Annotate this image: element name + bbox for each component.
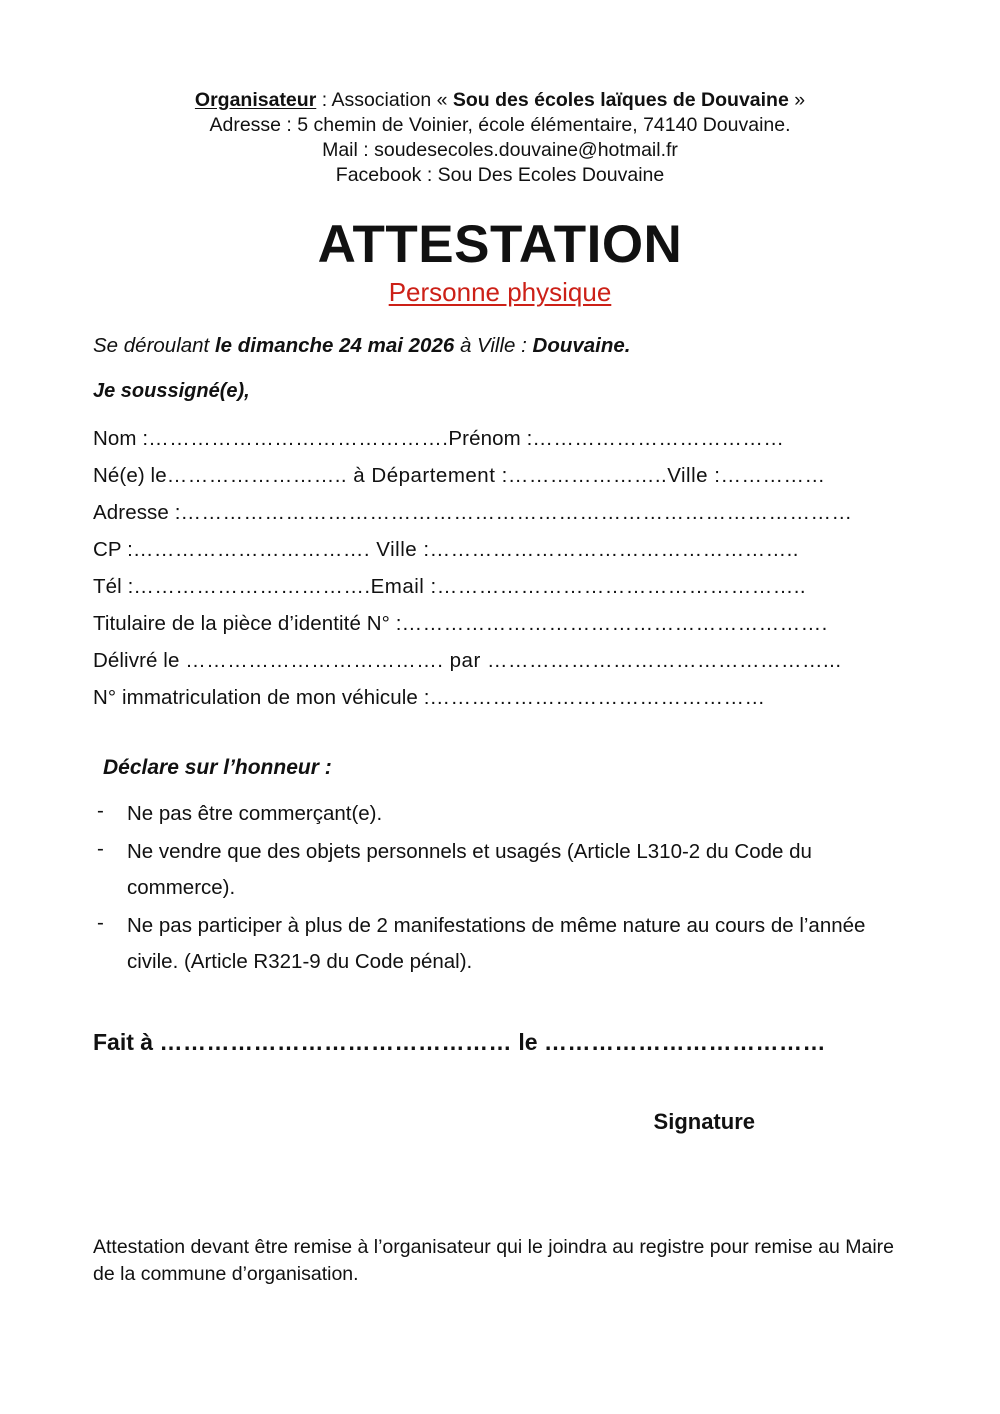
organizer-label: Organisateur [194, 89, 317, 111]
declaration-item-text: Ne vendre que des objets personnels et usagés (Article L310-2 du Code du commerce). [127, 840, 812, 899]
form-field-delivre[interactable] [93, 642, 907, 679]
le-label: le [511, 1029, 544, 1055]
field-blank-piece-identite[interactable]: ……………………………………………………. [401, 612, 828, 635]
event-date: le dimanche 24 mai 2026 [214, 334, 455, 357]
field-blank-tel-email[interactable]: …………………………….Email : [133, 575, 437, 598]
organizer-facebook: Facebook : Sou Des Ecoles Douvaine [335, 164, 665, 186]
form-field-naissance[interactable] [93, 457, 907, 494]
declaration-title: Déclare sur l’honneur : [103, 756, 332, 779]
document-body [93, 332, 907, 1136]
field-label-immatriculation: N° immatriculation de mon véhicule : [93, 686, 430, 709]
declaration-item-text: Ne pas participer à plus de 2 manifestations de même nature au cours de l’année civile. (Article R321-9 du Code pénal). [127, 914, 866, 973]
form-field-immatriculation[interactable] [93, 679, 907, 716]
form-field-cp-ville[interactable] [93, 531, 907, 568]
declaration-item [93, 834, 907, 906]
event-city: Douvaine. [532, 334, 631, 357]
form-field-tel-email[interactable] [93, 568, 907, 605]
field-label-ne-le: Né(e) le [93, 464, 167, 487]
field-label-nom: Nom : [93, 427, 149, 450]
field-blank-immatriculation[interactable]: ………………………………………… [429, 686, 766, 709]
organizer-header [0, 88, 1000, 188]
field-blank-ville[interactable]: …………………………………………….. [429, 538, 799, 561]
footer-note: Attestation devant être remise à l’organisateur qui le joindra au registre pour remise au Maire de la commune d’organisation. [93, 1236, 894, 1285]
sworn-intro: Je soussigné(e), [93, 380, 250, 402]
form-field-adresse[interactable] [93, 494, 907, 531]
fait-a-line[interactable] [93, 1026, 907, 1058]
field-blank-delivre-par[interactable]: ………………………………. par [185, 649, 487, 672]
organizer-line [0, 88, 1000, 113]
field-label-piece-identite: Titulaire de la pièce d’identité N° : [93, 612, 402, 635]
organizer-address: Adresse : 5 chemin de Voinier, école élémentaire, 74140 Douvaine. [209, 114, 791, 136]
field-blank-email[interactable]: …………………………………………….. [436, 575, 807, 598]
form-field-piece-identite[interactable] [93, 605, 907, 642]
dash-bullet-icon: - [97, 911, 104, 934]
organizer-mail: Mail : soudesecoles.douvaine@hotmail.fr [322, 139, 678, 161]
event-lead-line [93, 332, 907, 360]
organizer-name: Sou des écoles laïques de Douvaine [452, 89, 789, 111]
organizer-quote-close: » [788, 89, 806, 111]
field-label-delivre: Délivré le [93, 649, 186, 672]
field-blank-par[interactable]: …………………………………………... [486, 649, 842, 672]
field-label-cp: CP : [93, 538, 133, 561]
signature-area[interactable] [93, 1108, 907, 1136]
identity-form-fields [93, 420, 907, 716]
dash-bullet-icon: - [97, 837, 104, 860]
signature-label: Signature [653, 1109, 755, 1134]
lead-prefix: Se déroulant [93, 334, 215, 357]
field-blank-cp-ville[interactable]: ……………………………. Ville : [132, 538, 430, 561]
field-blank-adresse[interactable]: …………………………………………………………………………………… [180, 501, 853, 524]
field-blank-ne-le-departement[interactable]: …………………….. à Département : [166, 464, 508, 487]
organizer-connector: : Association « [316, 89, 453, 111]
form-field-nom[interactable] [93, 420, 907, 457]
field-label-adresse: Adresse : [93, 501, 181, 524]
declaration-item [93, 908, 907, 980]
field-blank-prenom[interactable]: ……………………………… [532, 427, 785, 450]
field-label-prenom: Prénom : [448, 427, 533, 450]
field-label-tel: Tél : [93, 575, 134, 598]
le-date-blank[interactable]: ……………………………… [543, 1029, 826, 1055]
fait-a-blank[interactable]: ……………………………………… [159, 1029, 512, 1055]
field-blank-nom[interactable]: ……………………………………. [148, 427, 449, 450]
declaration-list [93, 796, 907, 980]
fait-a-label: Fait à [93, 1029, 160, 1055]
lead-middle: à Ville : [454, 334, 533, 357]
page-subtitle-text: Personne physique [388, 277, 612, 307]
page-subtitle [0, 276, 1000, 308]
page-title: ATTESTATION [317, 215, 683, 274]
declaration-item-text: Ne pas être commerçant(e). [127, 802, 383, 825]
declaration-item [93, 796, 907, 832]
dash-bullet-icon: - [97, 799, 104, 822]
field-blank-ville-naissance[interactable]: …………………..Ville :…………… [507, 464, 826, 487]
